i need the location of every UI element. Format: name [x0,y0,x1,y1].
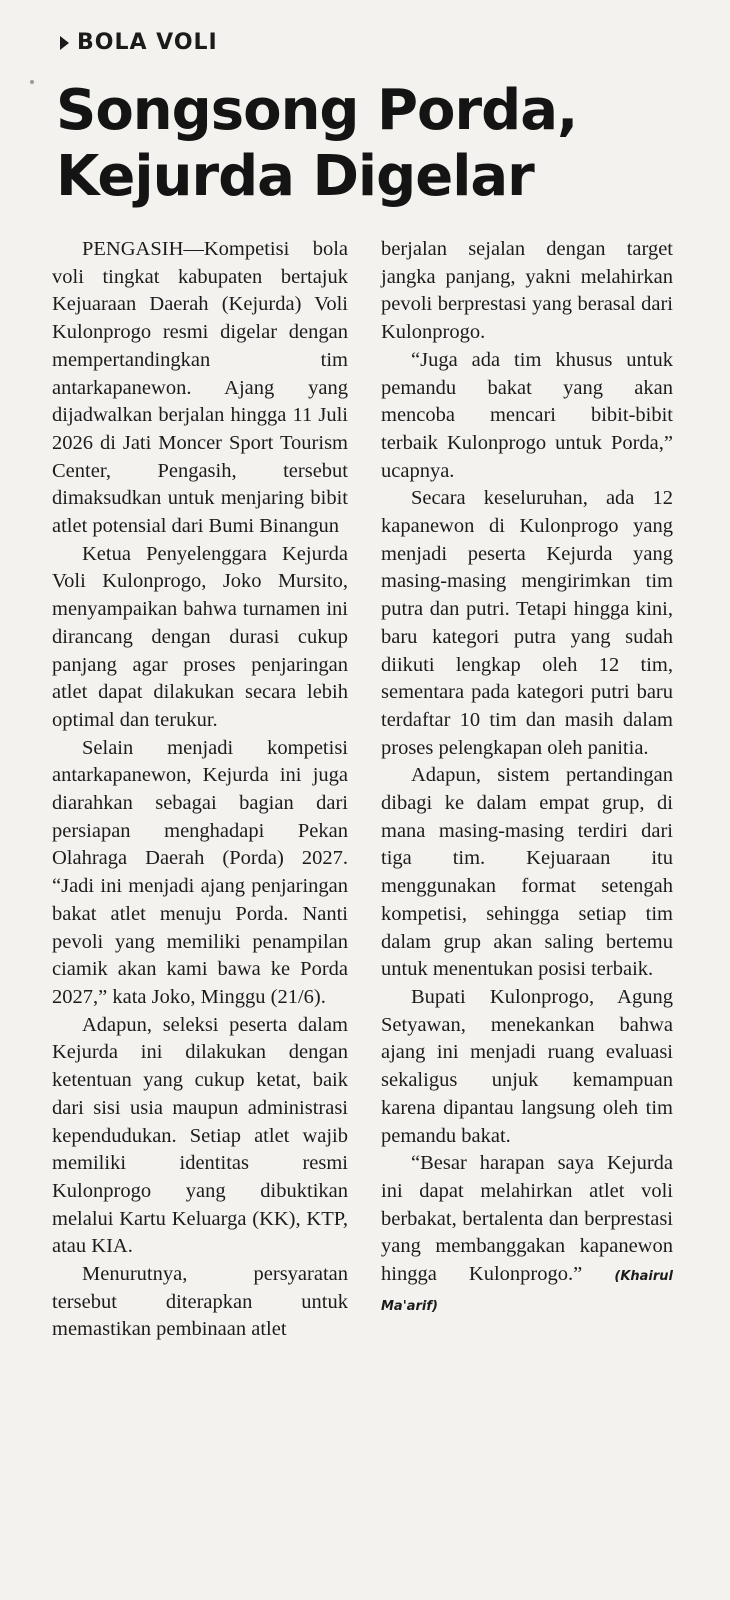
paragraph-final [381,1150,673,1320]
paragraph: Bupati Kulonprogo, Agung Setyawan, menekankan bahwa ajang ini menjadi ruang evaluasi sekaligus unjuk kemampuan karena dipantau langsung oleh tim pemandu bakat. [381,985,673,1147]
paragraph: “Juga ada tim khusus untuk pemandu bakat yang akan mencoba mencari bibit-bibit terbaik Kulonprogo untuk Porda,” ucapnya. [381,348,673,482]
paragraph: berjalan sejalan dengan target jangka panjang, yakni melahirkan pevoli berprestasi yang berasal dari Kulonprogo. [381,238,673,344]
headline [56,78,676,210]
paragraph: Adapun, seleksi peserta dalam Kejurda ini dilakukan dengan ketentuan yang cukup ketat, baik dari sisi usia maupun administrasi kependudukan. Setiap atlet wajib memiliki identitas resmi Kulonprogo yang dibuktikan melalui Kartu Keluarga (KK), KTP, atau KIA. [52,1013,348,1258]
paragraph: Menurutnya, persyaratan tersebut diterapkan untuk memastikan pembinaan atlet [52,1263,348,1341]
paragraph: PENGASIH—Kompetisi bola voli tingkat kabupaten bertajuk Kejuaraan Daerah (Kejurda) Voli Kulonprogo resmi digelar dengan mempertandingkan tim antarkapanewon. Ajang yang dijadwalkan berjalan hingga 11 Juli 2026 di Jati Moncer Sport Tourism Center, Pengasih, tersebut dimaksudkan untuk menjaring bibit atlet potensial dari Bumi Binangun [52,238,348,538]
article-column-right [381,236,673,1320]
triangle-bullet-icon [60,36,69,50]
closing-quote: “Besar harapan saya Kejurda ini dapat melahirkan atlet voli berbakat, bertalenta dan berprestasi yang membanggakan kapanewon hingga Kulonprogo.” [381,1152,673,1286]
print-speck [30,80,34,84]
kicker-label: BOLA VOLI [77,30,218,55]
paragraph: Secara keseluruhan, ada 12 kapanewon di Kulonprogo yang menjadi peserta Kejurda yang masing-masing mengirimkan tim putra dan putri. Tetapi hingga kini, baru kategori putra yang sudah diikuti lengkap oleh 12 tim, sementara pada kategori putri baru terdaftar 10 tim dan masih dalam proses pelengkapan oleh panitia. [381,487,673,759]
headline-line-1: Songsong Porda, [56,78,578,143]
headline-line-2: Kejurda Digelar [56,144,534,209]
paragraph: Ketua Penyelenggara Kejurda Voli Kulonprogo, Joko Mursito, menyampaikan bahwa turnamen ini dirancang dengan durasi cukup panjang agar proses penjaringan atlet dapat dilakukan secara lebih optimal dan terukur. [52,542,348,731]
paragraph: Selain menjadi kompetisi antarkapanewon, Kejurda ini juga diarahkan sebagai bagian dari persiapan menghadapi Pekan Olahraga Daerah (Porda) 2027. “Jadi ini menjadi ajang penjaringan bakat atlet menuju Porda. Nanti pevoli yang memiliki penampilan ciamik akan kami bawa ke Porda 2027,” kata Joko, Minggu (21/6). [52,736,348,1008]
section-kicker [60,30,218,55]
byline: (Khairul Ma'arif) [381,1269,673,1314]
paragraph: Adapun, sistem pertandingan dibagi ke dalam empat grup, di mana masing-masing terdiri dari tiga tim. Kejuaraan itu menggunakan format setengah kompetisi, sehingga setiap tim dalam grup akan saling bertemu untuk menentukan posisi terbaik. [381,764,673,981]
article-column-left [52,236,348,1344]
